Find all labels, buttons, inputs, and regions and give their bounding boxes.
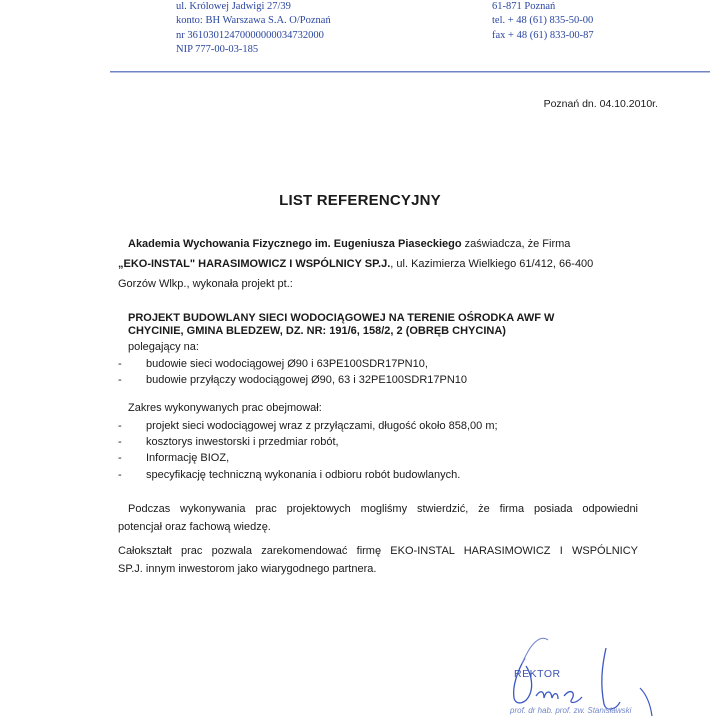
project-title-line-1: PROJEKT BUDOWLANY SIECI WODOCIĄGOWEJ NA TERENIE OŚRODKA AWF W [128,312,555,324]
recommendation-paragraph [118,542,638,578]
firm-address: , ul. Kazimierza Wielkiego 61/412, 66-400 [390,257,594,270]
letterhead-phone: tel. + 48 (61) 835-50-00 [492,15,594,27]
dash-bullet: - [118,358,122,370]
dash-bullet: - [118,452,122,465]
list-item [118,434,498,450]
dash-bullet: - [118,468,122,481]
list-item [118,467,498,483]
letterhead-right [492,0,594,43]
intro-line-3: Gorzów Wlkp., wykonała projekt pt.: [118,277,293,290]
list-item-text: projekt sieci wodociągowej wraz z przyłączami, długość około 858,00 m; [146,420,498,432]
capability-paragraph [118,500,638,536]
letterhead-nip: NIP 777-00-03-185 [176,43,259,55]
dash-bullet: - [118,420,122,432]
recommendation-line-2: SP.J. innym inwestorom jako wiarygodnego partnera. [118,563,377,575]
dash-bullet: - [118,436,122,449]
dash-bullet: - [118,374,122,386]
project-title [128,312,648,338]
list-item-text: budowie sieci wodociągowej Ø90 i 63PE100SDR17PN10, [146,358,428,370]
letterhead-postcode: 61-871 Poznań [492,1,556,12]
list-item [118,372,467,388]
letterhead-divider [110,71,710,73]
consisting-list [118,356,467,388]
institution-name: Akademia Wychowania Fizycznego im. Eugeniusza Piaseckiego [128,238,462,250]
letterhead-account: nr 36103012470000000034732000 [176,29,324,41]
letterhead-bank: konto: BH Warszawa S.A. O/Poznań [176,15,331,27]
consisting-label: polegający na: [128,341,199,353]
letter-date: Poznań dn. 04.10.2010r. [543,98,658,110]
handwritten-signature [430,600,690,720]
project-title-line-2: CHYCINIE, GMINA BLEDZEW, DZ. NR: 191/6, 158/2, 2 (OBRĘB CHYCINA) [128,324,506,337]
list-item [118,418,498,434]
capability-line-2: potencjał oraz fachową wiedzę. [118,521,271,533]
list-item [118,450,498,466]
scope-list [118,418,498,483]
list-item-text: budowie przyłączy wodociągowej Ø90, 63 i 32PE100SDR17PN10 [146,374,468,386]
capability-line-1: Podczas wykonywania prac projektowych mogliśmy stwierdzić, że firma posiada odpowiedni [128,503,638,515]
list-item-text: kosztorys inwestorski i przedmiar robót, [146,436,339,449]
intro-certifies: zaświadcza, że Firma [461,238,571,250]
letterhead-fax: fax + 48 (61) 833-00-87 [492,29,594,41]
letterhead-address: ul. Królowej Jadwigi 27/39 [176,1,291,12]
letter-title: LIST REFERENCYJNY [279,192,441,209]
list-item-text: Informację BIOZ, [146,452,230,465]
intro-paragraph [118,235,658,294]
signatory-role: REKTOR [514,668,561,680]
recommendation-line-1: Całokształt prac pozwala zarekomendować firmę EKO-INSTAL HARASIMOWICZ I WSPÓLNICY [118,545,638,557]
scope-label: Zakres wykonywanych prac obejmował: [128,402,322,414]
signatory-stamp: prof. dr hab. prof. zw. Stanisławski [510,706,632,715]
list-item-text: specyfikację techniczną wykonania i odbioru robót budowlanych. [146,468,461,481]
list-item [118,356,467,372]
letterhead-left [176,0,331,57]
firm-name: „EKO-INSTAL" HARASIMOWICZ I WSPÓLNICY SP.J. [118,257,391,270]
